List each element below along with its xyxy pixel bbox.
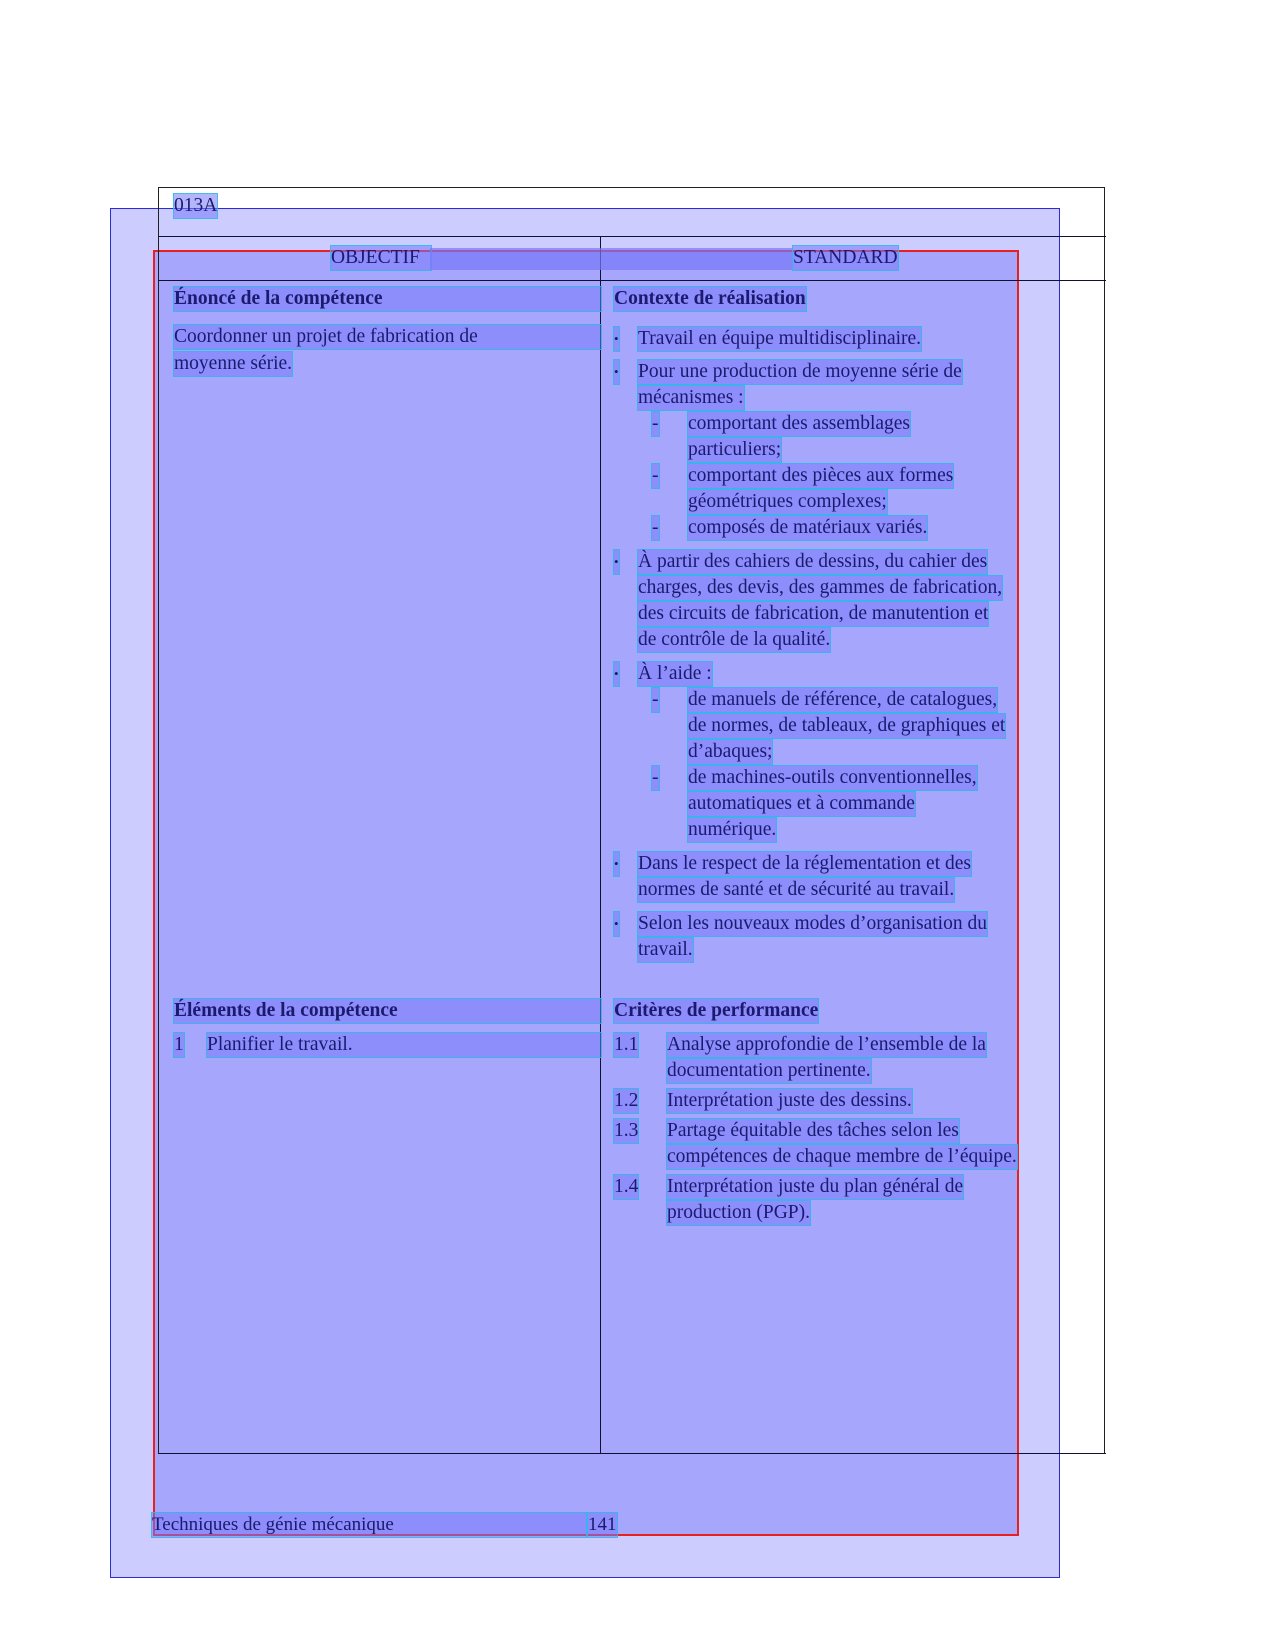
- standard-column-header: STANDARD: [792, 245, 899, 271]
- context-line: de machines-outils conventionnelles,: [687, 765, 978, 791]
- competence-elements-title: Éléments de la compétence: [173, 998, 602, 1024]
- context-line: automatiques et à commande: [687, 791, 916, 817]
- criterion-line: Interprétation juste des dessins.: [666, 1088, 913, 1114]
- performance-criteria-title: Critères de performance: [613, 998, 819, 1024]
- criterion-line: production (PGP).: [666, 1200, 811, 1226]
- context-line: Selon les nouveaux modes d’organisation du: [637, 911, 988, 937]
- context-line: numérique.: [687, 817, 777, 843]
- context-line: composés de matériaux variés.: [687, 515, 928, 541]
- context-line: mécanismes :: [637, 385, 745, 411]
- context-line: À l’aide :: [637, 661, 713, 687]
- dash-marker: -: [651, 687, 660, 713]
- context-line: Dans le respect de la réglementation et des: [637, 851, 972, 877]
- dash-marker: -: [651, 515, 660, 541]
- competence-statement-line: Coordonner un projet de fabrication de: [173, 324, 602, 350]
- bullet-marker: •: [613, 661, 620, 687]
- criterion-line: Interprétation juste du plan général de: [666, 1174, 964, 1200]
- criterion-line: documentation pertinente.: [666, 1058, 872, 1084]
- header-band: [430, 248, 793, 270]
- column-divider: [600, 236, 601, 1453]
- table-bottom-rule: [158, 1453, 1106, 1454]
- objective-column-header: OBJECTIF: [330, 245, 432, 271]
- bullet-marker: •: [613, 851, 620, 877]
- dash-marker: -: [651, 411, 660, 437]
- footer-page-number: 141: [587, 1512, 618, 1538]
- criterion-number: 1.2: [613, 1088, 639, 1114]
- context-line: particuliers;: [687, 437, 782, 463]
- context-line: des circuits de fabrication, de manutention et: [637, 601, 989, 627]
- bullet-marker: •: [613, 326, 620, 352]
- bullet-marker: •: [613, 911, 620, 937]
- element-number: 1: [173, 1032, 185, 1058]
- context-line: charges, des devis, des gammes de fabrication,: [637, 575, 1003, 601]
- context-line: comportant des pièces aux formes: [687, 463, 954, 489]
- criterion-number: 1.1: [613, 1032, 639, 1058]
- competence-table-frame: [158, 187, 1105, 1454]
- context-line: travail.: [637, 937, 694, 963]
- element-text: Planifier le travail.: [206, 1032, 602, 1058]
- dash-marker: -: [651, 765, 660, 791]
- criterion-number: 1.4: [613, 1174, 639, 1200]
- criterion-line: compétences de chaque membre de l’équipe.: [666, 1144, 1018, 1170]
- context-line: de manuels de référence, de catalogues,: [687, 687, 998, 713]
- dash-marker: -: [651, 463, 660, 489]
- context-line: de normes, de tableaux, de graphiques et: [687, 713, 1006, 739]
- criterion-number: 1.3: [613, 1118, 639, 1144]
- bullet-marker: •: [613, 549, 620, 575]
- context-line: géométriques complexes;: [687, 489, 888, 515]
- bullet-marker: •: [613, 359, 620, 385]
- document-code: 013A: [173, 193, 218, 219]
- context-line: normes de santé et de sécurité au travail.: [637, 877, 955, 903]
- criterion-line: Partage équitable des tâches selon les: [666, 1118, 960, 1144]
- table-rule: [158, 236, 1106, 237]
- competence-statement-title: Énoncé de la compétence: [173, 286, 602, 312]
- table-rule: [158, 280, 1106, 281]
- context-line: de contrôle de la qualité.: [637, 627, 831, 653]
- competence-statement-line: moyenne série.: [173, 351, 293, 377]
- context-line: Pour une production de moyenne série de: [637, 359, 963, 385]
- criterion-line: Analyse approfondie de l’ensemble de la: [666, 1032, 987, 1058]
- context-line: À partir des cahiers de dessins, du cahier des: [637, 549, 988, 575]
- context-title: Contexte de réalisation: [613, 286, 807, 312]
- context-line: d’abaques;: [687, 739, 773, 765]
- footer-program-name: Techniques de génie mécanique: [151, 1512, 587, 1538]
- context-line: comportant des assemblages: [687, 411, 911, 437]
- context-line: Travail en équipe multidisciplinaire.: [637, 326, 922, 352]
